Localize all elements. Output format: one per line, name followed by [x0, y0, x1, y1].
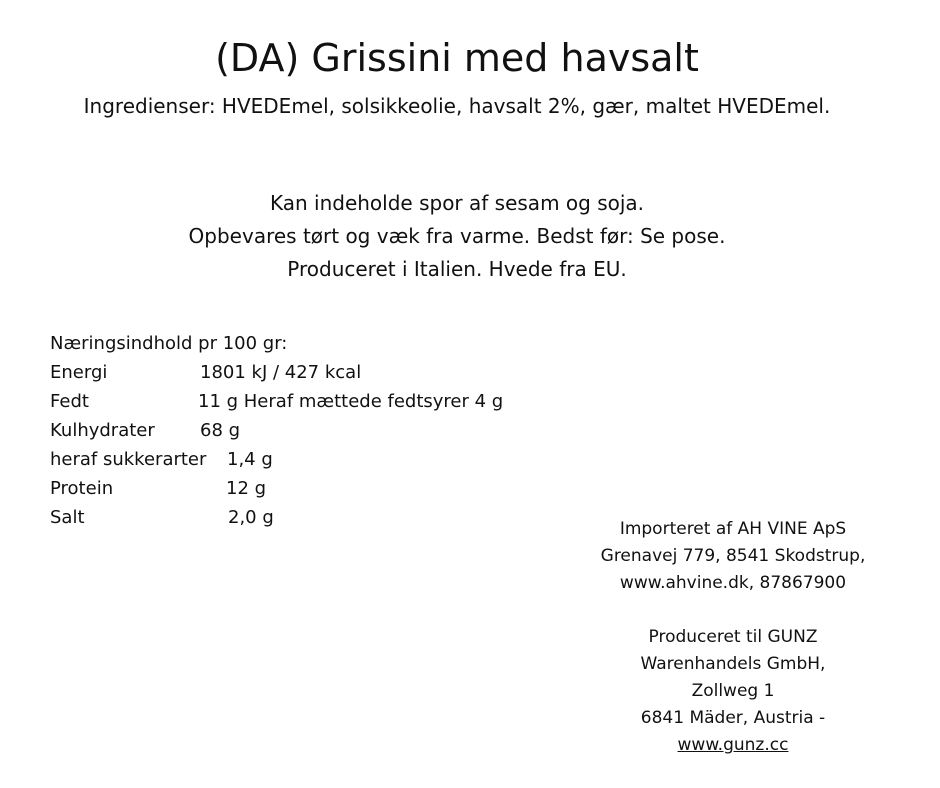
- importer-line: www.ahvine.dk, 87867900: [619, 573, 847, 593]
- producer-line: 6841 Mäder, Austria -: [640, 708, 826, 728]
- nutrition-value: 2,0 g: [228, 507, 274, 528]
- nutrition-label: Fedt: [50, 391, 89, 412]
- nutrition-row-fat: [50, 387, 504, 416]
- importer-line: Importeret af AH VINE ApS: [619, 519, 847, 539]
- nutrition-label: Energi: [50, 362, 108, 383]
- producer-line: Warenhandels GmbH,: [640, 654, 826, 674]
- nutrition-label: heraf sukkerarter: [50, 449, 207, 470]
- nutrition-value: 1,4 g: [227, 449, 273, 470]
- allergen-notice: Kan indeholde spor af sesam og soja.: [269, 191, 645, 215]
- nutrition-value: 68 g: [200, 420, 241, 441]
- nutrition-row-carbohydrates: [50, 416, 287, 445]
- nutrition-heading: Næringsindhold pr 100 gr:: [50, 333, 288, 354]
- nutrition-value: 1801 kJ / 427 kcal: [200, 362, 362, 383]
- nutrition-row-energy: [50, 358, 362, 387]
- nutrition-label: Kulhydrater: [50, 420, 155, 441]
- nutrition-label: Protein: [50, 478, 114, 499]
- product-title: (DA) Grissini med havsalt: [215, 36, 699, 80]
- origin-notice: Produceret i Italien. Hvede fra EU.: [287, 257, 627, 281]
- nutrition-row-salt: [50, 503, 287, 532]
- nutrition-row-sugars: [50, 445, 287, 474]
- producer-line: Produceret til GUNZ: [648, 627, 818, 647]
- importer-info: [576, 516, 890, 759]
- importer-line: Grenavej 779, 8541 Skodstrup,: [600, 546, 866, 566]
- product-notices: [0, 187, 914, 286]
- producer-line: Zollweg 1: [691, 681, 775, 701]
- nutrition-value: 11 g Heraf mættede fedtsyrer 4 g: [198, 391, 504, 412]
- nutrition-row-protein: [50, 474, 287, 503]
- producer-website-link[interactable]: www.gunz.cc: [677, 735, 789, 755]
- nutrition-label: Salt: [50, 507, 85, 528]
- storage-notice: Opbevares tørt og væk fra varme. Bedst før: Se pose.: [188, 224, 726, 248]
- nutrition-table: [50, 329, 504, 532]
- spacer: [576, 597, 890, 624]
- ingredients-text: Ingredienser: HVEDEmel, solsikkeolie, havsalt 2%, gær, maltet HVEDEmel.: [83, 94, 831, 118]
- nutrition-value: 12 g: [226, 478, 267, 499]
